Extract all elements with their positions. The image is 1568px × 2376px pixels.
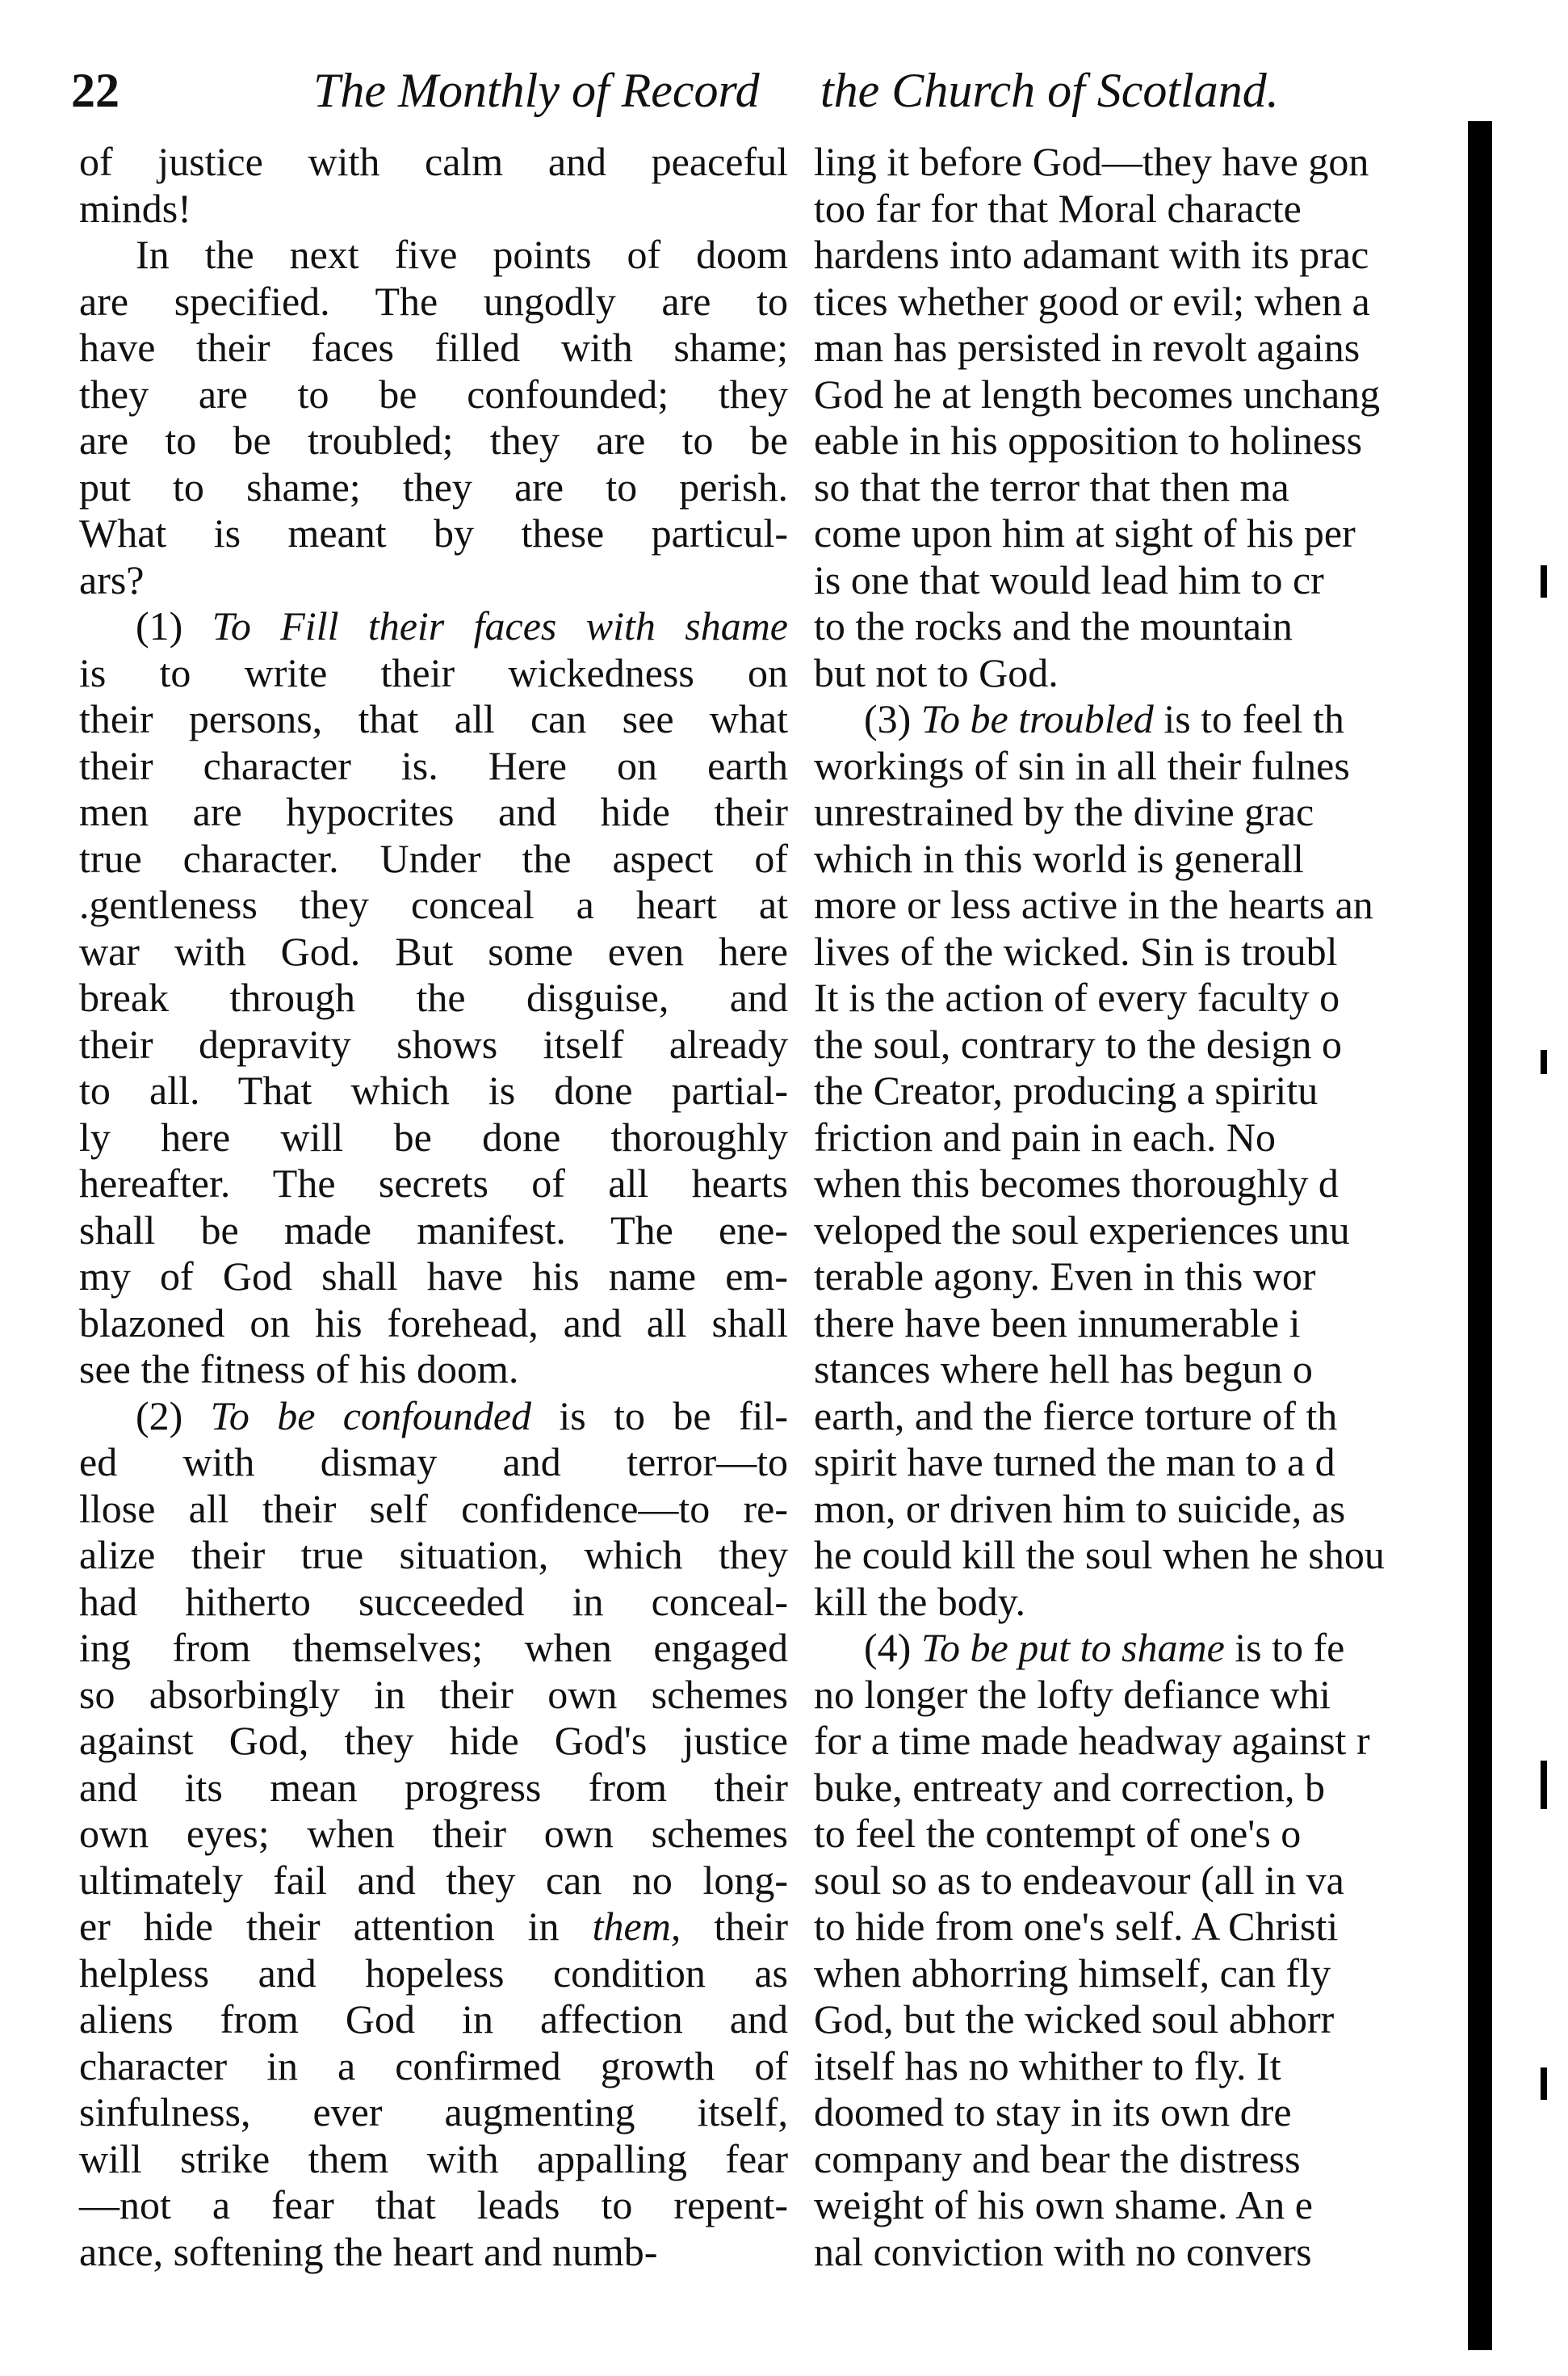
text-line: men are hypocrites and hide their: [79, 789, 788, 834]
text-line: the soul, contrary to the design o: [814, 1021, 1343, 1067]
text-line: In the next five points of doom: [136, 232, 788, 277]
text-line: so absorbingly in their own schemes: [79, 1671, 788, 1717]
text-line: are to be troubled; they are to be: [79, 418, 788, 463]
text-line: unrestrained by the divine grac: [814, 789, 1314, 834]
text-line: workings of sin in all their fulnes: [814, 742, 1350, 788]
text-line: put to shame; they are to perish.: [79, 464, 788, 510]
text-line: when abhorring himself, can fly: [814, 1950, 1331, 1996]
text-line: for a time made headway against r: [814, 1718, 1370, 1763]
text-line: have their faces filled with shame;: [79, 325, 788, 370]
text-line: to hide from one's self. A Christi: [814, 1904, 1339, 1949]
text-line: their depravity shows itself already: [79, 1021, 788, 1067]
running-title-left: The Monthly of Record: [313, 64, 760, 117]
text-line: (1) To Fill their faces with shame: [136, 603, 788, 649]
text-line: ling it before God—they have gon: [814, 139, 1369, 184]
text-line: What is meant by these particul-: [79, 510, 788, 556]
text-line: blazoned on his forehead, and all shall: [79, 1299, 788, 1345]
text-line: God, but the wicked soul abhorr: [814, 1996, 1335, 2042]
text-line: to the rocks and the mountain: [814, 603, 1293, 649]
text-line: tices whether good or evil; when a: [814, 278, 1370, 324]
text-line: earth, and the fierce torture of th: [814, 1392, 1338, 1438]
text-line: lives of the wicked. Sin is troubl: [814, 928, 1338, 974]
text-line: they are to be confounded; they: [79, 371, 788, 417]
text-line: It is the action of every faculty o: [814, 975, 1340, 1020]
text-line: ed with dismay and terror—to: [79, 1439, 788, 1484]
text-line: ance, softening the heart and numb-: [79, 2228, 658, 2274]
text-line: sinfulness, ever augmenting itself,: [79, 2089, 788, 2135]
text-line: to feel the contempt of one's o: [814, 1811, 1302, 1856]
text-line: man has persisted in revolt agains: [814, 325, 1360, 370]
text-line: break through the disguise, and: [79, 975, 788, 1020]
text-line: he could kill the soul when he shou: [814, 1532, 1385, 1577]
text-line: ly here will be done thoroughly: [79, 1114, 788, 1160]
text-line: er hide their attention in them, their: [79, 1904, 788, 1949]
scan-speck: [1541, 565, 1547, 598]
text-line: shall be made manifest. The ene-: [79, 1207, 788, 1253]
text-line: is one that would lead him to cr: [814, 556, 1324, 602]
text-line: hereafter. The secrets of all hearts: [79, 1161, 788, 1206]
text-line: eable in his opposition to holiness: [814, 418, 1363, 463]
text-line: terable agony. Even in this wor: [814, 1253, 1316, 1299]
text-line: buke, entreaty and correction, b: [814, 1764, 1326, 1810]
text-line: which in this world is generall: [814, 835, 1304, 881]
text-line: kill the body.: [814, 1578, 1026, 1624]
text-line: will strike them with appalling fear: [79, 2135, 788, 2181]
text-line: more or less active in the hearts an: [814, 882, 1373, 927]
text-line: their persons, that all can see what: [79, 696, 788, 741]
text-line: war with God. But some even here: [79, 928, 788, 974]
text-line: there have been innumerable i: [814, 1299, 1301, 1345]
text-line: aliens from God in affection and: [79, 1996, 788, 2042]
text-line: character in a confirmed growth of: [79, 2042, 788, 2088]
right-text-column: [814, 139, 1492, 2275]
text-line: nal conviction with no convers: [814, 2228, 1312, 2274]
text-line: ars?: [79, 556, 145, 602]
text-line: itself has no whither to fly. It: [814, 2042, 1281, 2088]
text-line: against God, they hide God's justice: [79, 1718, 788, 1763]
text-line: my of God shall have his name em-: [79, 1253, 788, 1299]
text-line: their character is. Here on earth: [79, 742, 788, 788]
text-line: ultimately fail and they can no long-: [79, 1857, 788, 1903]
text-line: .gentleness they conceal a heart at: [79, 882, 788, 927]
text-line: weight of his own shame. An e: [814, 2182, 1313, 2227]
text-line: minds!: [79, 185, 191, 231]
text-line: stances where hell has begun o: [814, 1346, 1313, 1392]
text-line: to all. That which is done partial-: [79, 1068, 788, 1113]
left-text-column: [79, 139, 788, 2275]
text-line: alize their true situation, which they: [79, 1532, 788, 1577]
text-line: veloped the soul experiences unu: [814, 1207, 1350, 1253]
text-line: llose all their self confidence—to re-: [79, 1485, 788, 1531]
text-line: no longer the lofty defiance whi: [814, 1671, 1331, 1717]
text-line: see the fitness of his doom.: [79, 1346, 519, 1392]
text-line: (4) To be put to shame is to fe: [864, 1625, 1345, 1670]
text-line: (3) To be troubled is to feel th: [864, 696, 1344, 741]
text-line: God he at length becomes unchang: [814, 371, 1381, 417]
text-line: ing from themselves; when engaged: [79, 1625, 788, 1670]
text-line: own eyes; when their own schemes: [79, 1811, 788, 1856]
text-line: friction and pain in each. No: [814, 1114, 1277, 1160]
text-line: too far for that Moral characte: [814, 185, 1302, 231]
text-line: are specified. The ungodly are to: [79, 278, 788, 324]
text-line: spirit have turned the man to a d: [814, 1439, 1335, 1484]
binding-shadow: [1468, 121, 1492, 2350]
running-title-right: the Church of Scotland.: [820, 64, 1279, 117]
text-line: soul so as to endeavour (all in va: [814, 1857, 1344, 1903]
text-line: helpless and hopeless condition as: [79, 1950, 788, 1996]
text-line: come upon him at sight of his per: [814, 510, 1356, 556]
scan-speck: [1541, 1761, 1547, 1809]
scan-speck: [1541, 2067, 1547, 2100]
text-line: mon, or driven him to suicide, as: [814, 1485, 1346, 1531]
text-line: true character. Under the aspect of: [79, 835, 788, 881]
text-line: and its mean progress from their: [79, 1764, 788, 1810]
page-header: [71, 63, 1492, 128]
text-line: but not to God.: [814, 649, 1059, 695]
text-line: (2) To be confounded is to be fil-: [136, 1392, 788, 1438]
text-line: when this becomes thoroughly d: [814, 1161, 1339, 1206]
text-line: company and bear the distress: [814, 2135, 1301, 2181]
text-line: is to write their wickedness on: [79, 649, 788, 695]
text-line: doomed to stay in its own dre: [814, 2089, 1292, 2135]
page-number: 22: [71, 64, 119, 117]
text-line: had hitherto succeeded in conceal-: [79, 1578, 788, 1624]
text-line: of justice with calm and peaceful: [79, 139, 788, 184]
scan-speck: [1541, 1050, 1547, 1074]
text-line: so that the terror that then ma: [814, 464, 1289, 510]
text-line: the Creator, producing a spiritu: [814, 1068, 1319, 1113]
text-line: hardens into adamant with its prac: [814, 232, 1369, 277]
text-line: —not a fear that leads to repent-: [79, 2182, 788, 2227]
